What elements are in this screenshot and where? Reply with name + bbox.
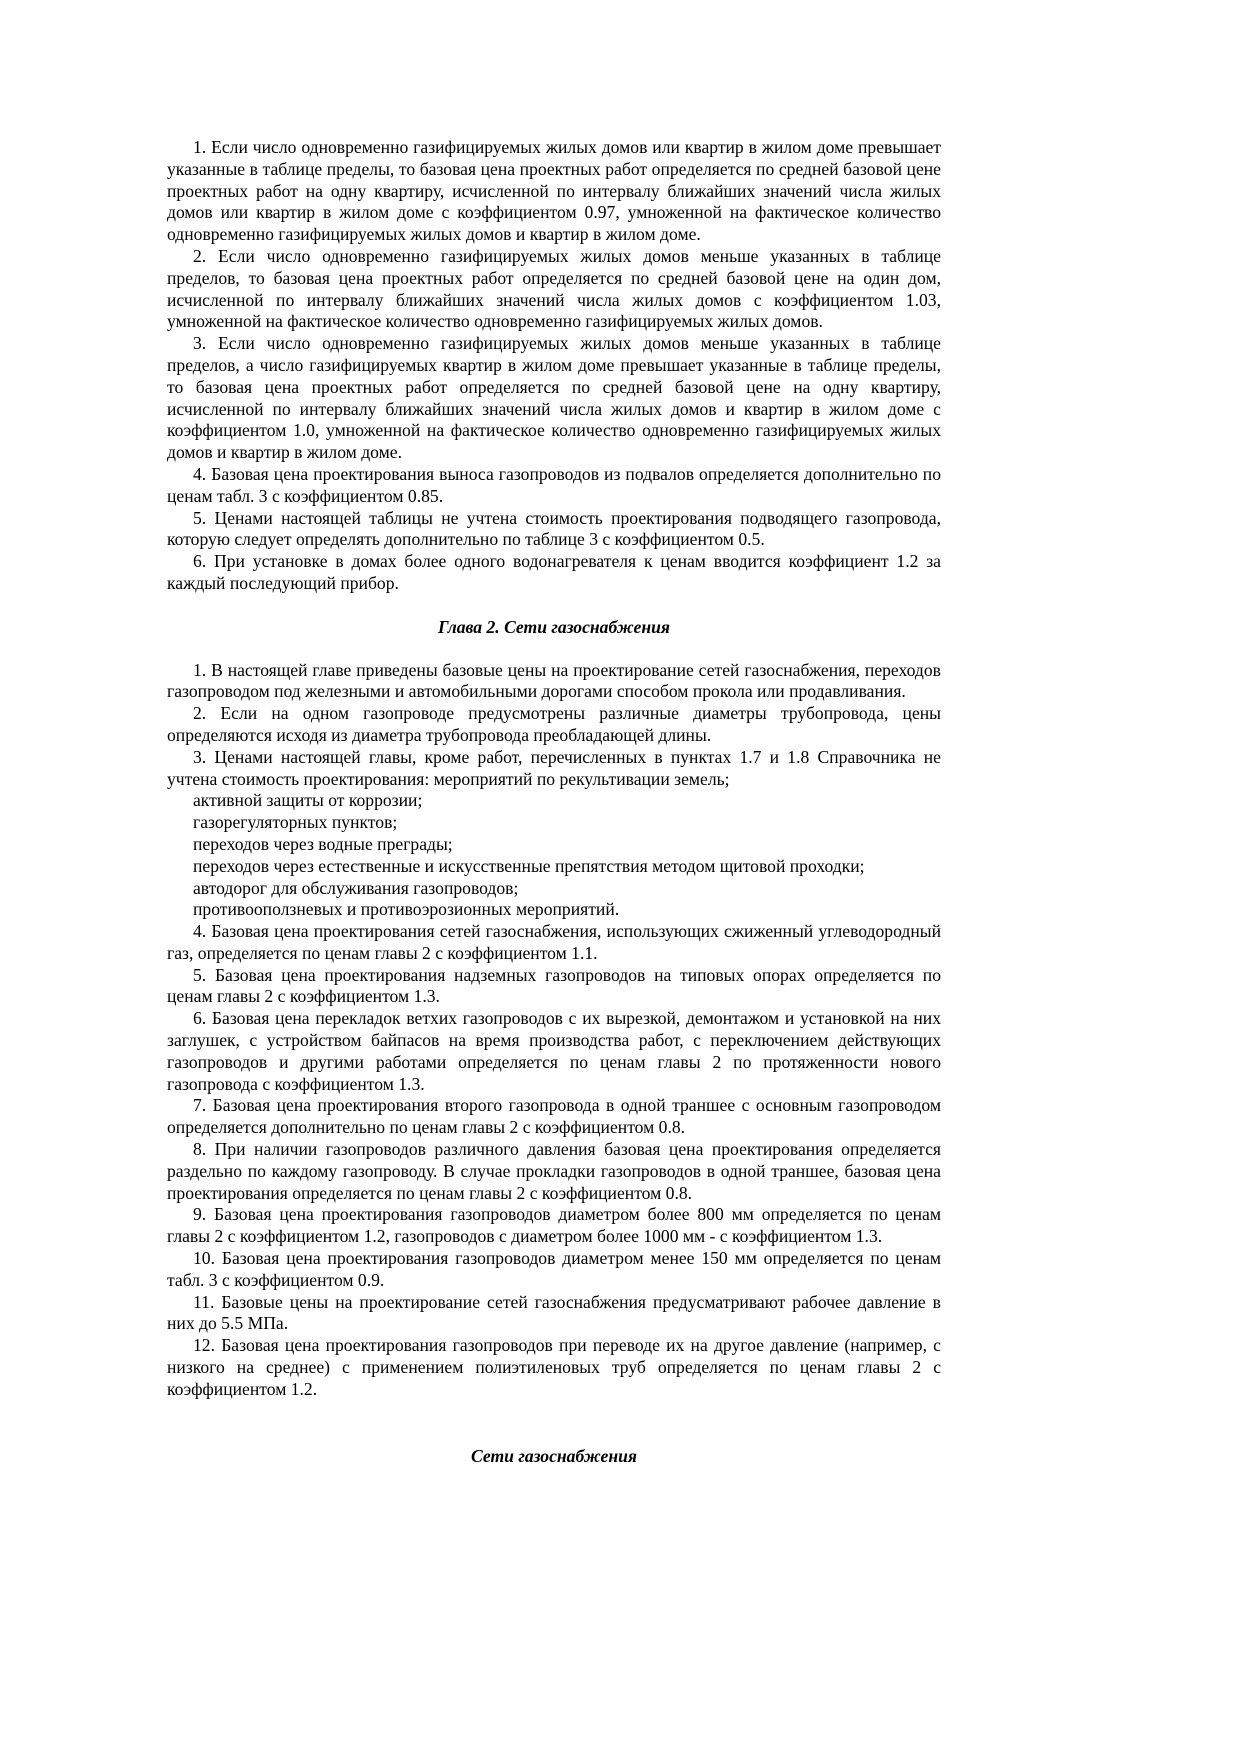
paragraph: 11. Базовые цены на проектирование сетей газоснабжения предусматривают рабочее давление в них до 5.5 МПа. — [167, 1291, 941, 1334]
paragraph: 3. Если число одновременно газифицируемых жилых домов меньше указанных в таблице пределов, а число газифицируемых квартир в жилом доме превышает указанные в таблице пределы, то базовая цена проектных работ определяется по средней базовой цене на одну квартиру, исчисленной по интервалу ближайших значений числа жилых домов и квартир в жилом доме с коэффициентом 1.0, умноженной на фактическое количество одновременно газифицируемых жилых домов и квартир в жилом доме. — [167, 333, 941, 463]
list-item: переходов через водные преграды; — [193, 833, 453, 854]
list-item: газорегуляторных пунктов; — [193, 812, 398, 833]
paragraph: 10. Базовая цена проектирования газопроводов диаметром менее 150 мм определяется по ценам табл. 3 с коэффициентом 0.9. — [167, 1248, 941, 1290]
list-item: активной защиты от коррозии; — [193, 790, 423, 811]
section-heading: Сети газоснабжения — [471, 1445, 637, 1466]
paragraph: 3. Ценами настоящей главы, кроме работ, перечисленных в пунктах 1.7 и 1.8 Справочника не учтена стоимость проектирования: мероприятий по рекультивации земель; — [167, 746, 941, 789]
document-body — [167, 137, 941, 1467]
list-item: переходов через естественные и искусственные препятствия методом щитовой проходки; — [193, 855, 865, 876]
paragraph: 6. Базовая цена перекладок ветхих газопроводов с их вырезкой, демонтажом и установкой на них заглушек, с устройством байпасов на время производства работ, с переключением действующих газопроводов и другими работами определяется по ценам главы 2 по протяженности нового газопровода с коэффициентом 1.3. — [167, 1008, 941, 1094]
paragraph: 2. Если на одном газопроводе предусмотрены различные диаметры трубопровода, цены определяются исходя из диаметра трубопровода преобладающей длины. — [167, 703, 941, 745]
paragraph: 9. Базовая цена проектирования газопроводов диаметром более 800 мм определяется по ценам главы 2 с коэффициентом 1.2, газопроводов с диаметром более 1000 мм - с коэффициентом 1.3. — [167, 1204, 941, 1247]
paragraph: 6. При установке в домах более одного водонагревателя к ценам вводится коэффициент 1.2 за каждый последующий прибор. — [167, 551, 941, 593]
paragraph: 2. Если число одновременно газифицируемых жилых домов меньше указанных в таблице пределов, то базовая цена проектных работ определяется по средней базовой цене на один дом, исчисленной по интервалу ближайших значений числа жилых домов с коэффициентом 1.03, умноженной на фактическое количество одновременно газифицируемых жилых домов. — [167, 245, 941, 332]
paragraph: 4. Базовая цена проектирования сетей газоснабжения, использующих сжиженный углеводородный газ, определяется по ценам главы 2 с коэффициентом 1.1. — [167, 921, 941, 963]
paragraph: 4. Базовая цена проектирования выноса газопроводов из подвалов определяется дополнительно по ценам табл. 3 с коэффициентом 0.85. — [167, 463, 941, 506]
paragraph: 7. Базовая цена проектирования второго газопровода в одной траншее с основным газопроводом определяется дополнительно по ценам главы 2 с коэффициентом 0.8. — [167, 1095, 941, 1138]
list-item: автодорог для обслуживания газопроводов; — [193, 877, 519, 898]
paragraph: 5. Ценами настоящей таблицы не учтена стоимость проектирования подводящего газопровода, которую следует определять дополнительно по таблице 3 с коэффициентом 0.5. — [167, 507, 941, 550]
paragraph: 12. Базовая цена проектирования газопроводов при переводе их на другое давление (например, с низкого на среднее) с применением полиэтиленовых труб определяется по ценам главы 2 с коэффициентом 1.2. — [167, 1335, 941, 1399]
list-item: противооползневых и противоэрозионных мероприятий. — [193, 899, 620, 920]
paragraph: 8. При наличии газопроводов различного давления базовая цена проектирования определяется раздельно по каждому газопроводу. В случае прокладки газопроводов в одной траншее, базовая цена проектирования определяется по ценам главы 2 с коэффициентом 0.8. — [167, 1139, 941, 1203]
chapter-heading: Глава 2. Сети газоснабжения — [438, 616, 670, 637]
paragraph: 1. Если число одновременно газифицируемых жилых домов или квартир в жилом доме превышает указанные в таблице пределы, то базовая цена проектных работ определяется по средней базовой цене проектных работ на одну квартиру, исчисленной по интервалу ближайших значений числа жилых домов или квартир в жилом доме с коэффициентом 0.97, умноженной на фактическое количество одновременно газифицируемых жилых домов и квартир в жилом доме. — [167, 137, 941, 245]
paragraph: 1. В настоящей главе приведены базовые цены на проектирование сетей газоснабжения, переходов газопроводом под железными и автомобильными дорогами способом прокола или продавливания. — [167, 659, 941, 702]
paragraph: 5. Базовая цена проектирования надземных газопроводов на типовых опорах определяется по ценам главы 2 с коэффициентом 1.3. — [167, 964, 941, 1007]
